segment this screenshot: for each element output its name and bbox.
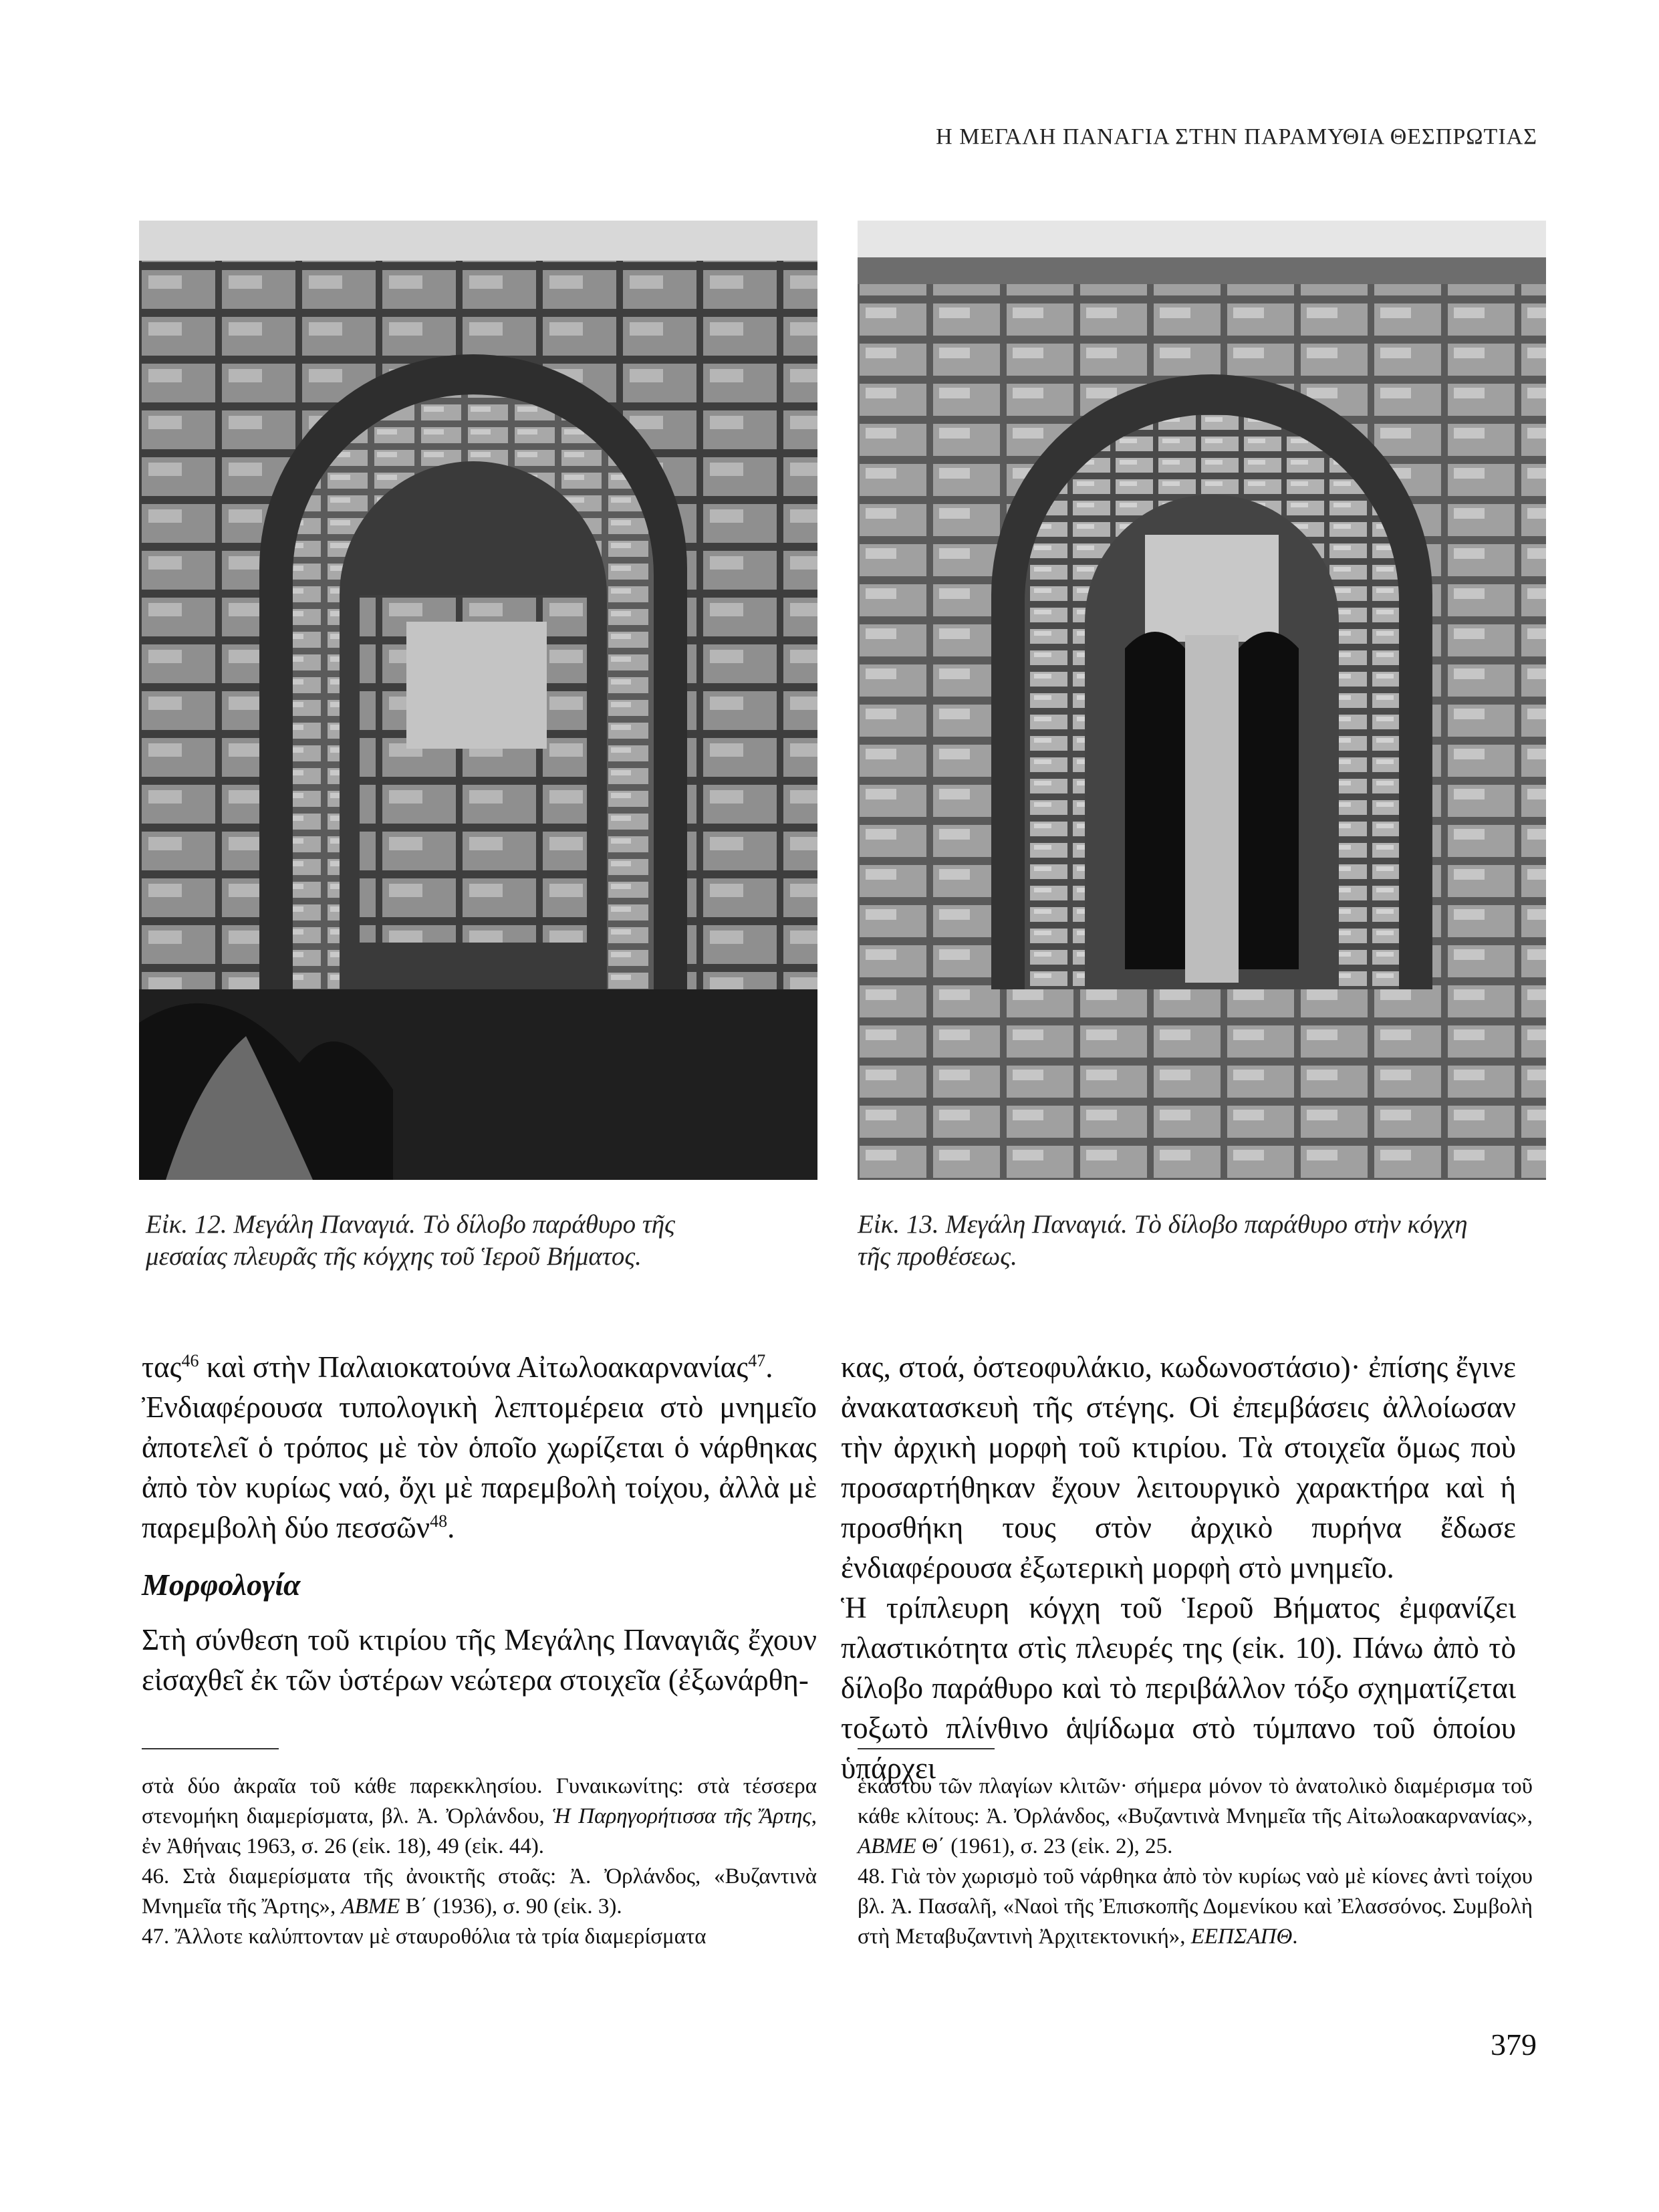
paragraph: κας, στοά, ὀστεοφυλάκιο, κωδωνοστάσιο)· ἐπίσης ἔγινε ἀνακατασκευὴ τῆς στέγης. Οἱ ἐπεμβάσεις ἀλλοίωσαν τὴν ἀρχικὴ μορφὴ τοῦ κτιρίου. Τὰ στοιχεῖα ὅμως ποὺ προσαρτήθηκαν ἔχουν λειτουργικὸ χαρακτήρα καὶ ἡ προσθήκη τους στὸν ἀρχικὸ πυρήνα ἔδωσε ἐνδιαφέρουσα ἐξωτερικὴ μορφὴ στὸ μνημεῖο. bbox=[841, 1350, 1516, 1584]
text: . bbox=[1292, 1925, 1298, 1949]
page-number: 379 bbox=[1491, 2027, 1537, 2062]
footnotes-right bbox=[858, 1771, 1533, 1952]
footnote-ref: 47 bbox=[748, 1351, 766, 1370]
figure-12-caption bbox=[146, 1209, 801, 1273]
text: 46. Στὰ διαμερίσματα τῆς ἀνοικτῆς στοᾶς: Ἀ. Ὀρλάνδος, «Βυζαντινὰ Μνημεῖα τῆς Ἄρτης», bbox=[142, 1864, 817, 1919]
left-text-column bbox=[142, 1347, 817, 1700]
masonry-window-photo bbox=[858, 221, 1546, 1180]
text: . bbox=[447, 1511, 455, 1544]
paragraph bbox=[142, 1387, 817, 1548]
running-head: Η ΜΕΓΑΛΗ ΠΑΝΑΓΙΑ ΣΤΗΝ ΠΑΡΑΜΥΘΙΑ ΘΕΣΠΡΩΤΙΑΣ bbox=[936, 124, 1537, 149]
text: Ἐνδιαφέρουσα τυπολογικὴ λεπτομέρεια στὸ μνημεῖο ἀποτελεῖ ὁ τρόπος μὲ τὸν ὁποῖο χωρίζεται ὁ νάρθηκας ἀπὸ τὸν κυρίως ναό, ὄχι μὲ παρεμβολὴ τοίχου, ἀλλὰ μὲ παρεμβολὴ δύο πεσσῶν bbox=[142, 1390, 817, 1544]
paragraph: Ἡ τρίπλευρη κόγχη τοῦ Ἱεροῦ Βήματος ἐμφανίζει πλαστικότητα στὶς πλευρές της (εἰκ. 10). Πάνω ἀπὸ τὸ δίλοβο παράθυρο καὶ τὸ περιβάλλον τόξο σχηματίζεται τοξωτὸ πλίνθινο ἁψίδωμα στὸ τύμπανο τοῦ ὁποίου ὑπάρχει bbox=[841, 1591, 1516, 1785]
footnote-ref: 48 bbox=[430, 1511, 448, 1531]
caption-line: τῆς προθέσεως. bbox=[858, 1242, 1017, 1271]
text: , ἐν Ἀθήναις 1963, σ. 26 (εἰκ. 18), 49 (εἰκ. 44). bbox=[142, 1804, 817, 1858]
paragraph: Στὴ σύνθεση τοῦ κτιρίου τῆς Μεγάλης Παναγιᾶς ἔχουν εἰσαχθεῖ ἐκ τῶν ὑστέρων νεώτερα στοιχεῖα (ἐξωνάρθη- bbox=[142, 1623, 817, 1697]
footnote-46 bbox=[142, 1862, 817, 1922]
footnote-48 bbox=[858, 1862, 1533, 1952]
caption-line: μεσαίας πλευρᾶς τῆς κόγχης τοῦ Ἱεροῦ Βήματος. bbox=[146, 1242, 642, 1271]
footnote-separator bbox=[858, 1748, 995, 1749]
footnote-47: 47. Ἄλλοτε καλύπτονταν μὲ σταυροθόλια τὰ τρία διαμερίσματα bbox=[142, 1925, 707, 1949]
text: . bbox=[765, 1350, 773, 1384]
text: Β΄ (1936), σ. 90 (εἰκ. 3). bbox=[400, 1894, 622, 1919]
journal-title: ΕΕΠΣΑΠΘ bbox=[1190, 1925, 1293, 1949]
footnote-continuation bbox=[142, 1771, 817, 1862]
paragraph bbox=[142, 1347, 817, 1387]
footnotes-left bbox=[142, 1771, 817, 1952]
figure-12-photo bbox=[139, 221, 817, 1180]
text: στὰ δύο ἀκραῖα τοῦ κάθε παρεκκλησίου. Γυναικωνίτης: στὰ τέσσερα στενομήκη διαμερίσματα, βλ. Ἀ. Ὀρλάνδου, bbox=[142, 1774, 817, 1828]
section-heading: Μορφολογία bbox=[142, 1568, 301, 1602]
footnote-continuation bbox=[858, 1771, 1533, 1862]
text: ἑκάστου τῶν πλαγίων κλιτῶν· σήμερα μόνον τὸ ἀνατολικὸ διαμέρισμα τοῦ κάθε κλίτους: Ἀ. Ὀρλάνδος, «Βυζαντινὰ Μνημεῖα τῆς Αἰτωλοακαρνανίας», bbox=[858, 1774, 1533, 1828]
figure-13-photo bbox=[858, 221, 1546, 1180]
right-text-column bbox=[841, 1347, 1516, 1788]
figure-13-caption bbox=[858, 1209, 1539, 1273]
text: καὶ στὴν Παλαιοκατούνα Αἰτωλοακαρνανίας bbox=[199, 1350, 749, 1384]
text: Θ΄ (1961), σ. 23 (εἰκ. 2), 25. bbox=[916, 1834, 1173, 1858]
journal-title: ΑΒΜΕ bbox=[858, 1834, 916, 1858]
caption-line: Εἰκ. 13. Μεγάλη Παναγιά. Τὸ δίλοβο παράθυρο στὴν κόγχη bbox=[858, 1210, 1468, 1239]
footnote-separator bbox=[142, 1748, 279, 1749]
masonry-window-photo bbox=[139, 221, 817, 1180]
journal-title: ΑΒΜΕ bbox=[341, 1894, 400, 1919]
text: τας bbox=[142, 1350, 182, 1384]
caption-line: Εἰκ. 12. Μεγάλη Παναγιά. Τὸ δίλοβο παράθυρο τῆς bbox=[146, 1210, 675, 1239]
text: 48. Γιὰ τὸν χωρισμὸ τοῦ νάρθηκα ἀπὸ τὸν κυρίως ναὸ μὲ κίονες ἀντὶ τοίχου βλ. Ἀ. Πασαλῆ, «Ναοὶ τῆς Ἐπισκοπῆς Δομενίκου καὶ Ἐλασσόνος. Συμβολὴ στὴ Μεταβυζαντινὴ Ἀρχιτεκτονική», bbox=[858, 1864, 1533, 1949]
book-title: Ἡ Παρηγορήτισσα τῆς Ἄρτης bbox=[552, 1804, 811, 1828]
footnote-ref: 46 bbox=[181, 1351, 199, 1370]
